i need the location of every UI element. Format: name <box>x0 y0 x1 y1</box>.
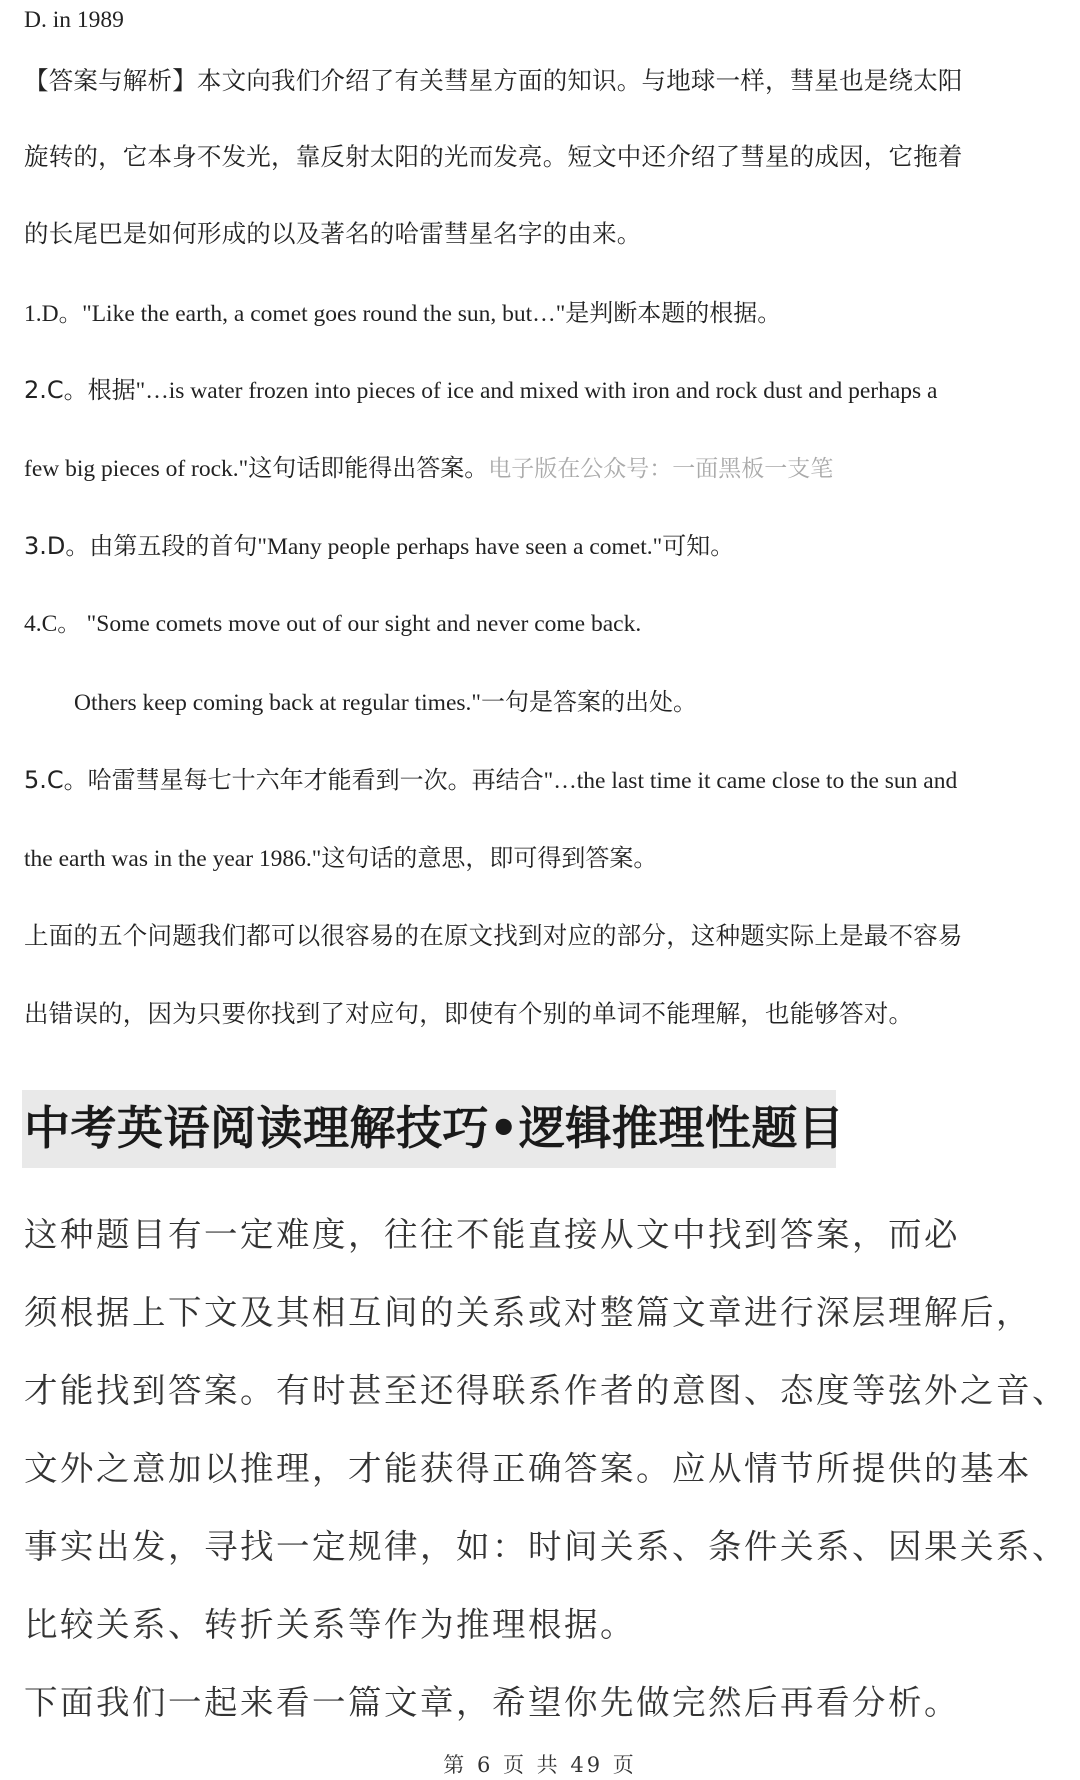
body-line-6: 比较关系、转折关系等作为推理根据。 <box>24 1605 636 1644</box>
answer-3-quote: "Many people perhaps have seen a comet." <box>257 534 663 560</box>
answer-2-note: 这句话即能得出答案。 <box>248 454 489 482</box>
body-line-2: 须根据上下文及其相互间的关系或对整篇文章进行深层理解后， <box>24 1293 1032 1332</box>
body-line-3: 才能找到答案。有时甚至还得联系作者的意图、态度等弦外之音、 <box>24 1371 1068 1410</box>
analysis-line-1: 【答案与解析】本文向我们介绍了有关彗星方面的知识。与地球一样，彗星也是绕太阳 <box>24 66 963 95</box>
answer-1-quote: 1.D。"Like the earth, a comet goes round the sun, but…" <box>24 301 566 327</box>
answer-4-continued <box>74 687 1060 718</box>
answer-3-note: 可知。 <box>662 532 735 560</box>
answer-5-continued <box>24 843 1060 874</box>
watermark-text: 电子版在公众号：一面黑板一支笔 <box>488 456 834 482</box>
answer-2-prefix: 2.C。根据 <box>24 376 136 404</box>
analysis-line-3: 的长尾巴是如何形成的以及著名的哈雷彗星名字的由来。 <box>24 219 642 248</box>
answer-2 <box>24 375 1060 406</box>
answer-2-quote-end: few big pieces of rock." <box>24 456 249 482</box>
answer-1-note: 是判断本题的根据。 <box>565 299 782 327</box>
answer-4-note: 一句是答案的出处。 <box>481 688 697 716</box>
answer-2-quote: "…is water frozen into pieces of ice and mixed with iron and rock dust and perhaps a <box>135 378 938 404</box>
answer-3-prefix: 3.D。由第五段的首句 <box>24 532 258 560</box>
answer-option-d: D. in 1989 <box>24 7 124 33</box>
summary-line-2: 出错误的，因为只要你找到了对应句，即使有个别的单词不能理解，也能够答对。 <box>24 999 914 1028</box>
answer-5-quote: "…the last time it came close to the sun and <box>543 768 958 794</box>
answer-1 <box>24 298 1060 329</box>
answer-4: 4.C。 "Some comets move out of our sight and never come back. <box>24 611 642 637</box>
body-line-5: 事实出发，寻找一定规律，如：时间关系、条件关系、因果关系、 <box>24 1527 1068 1566</box>
section-heading: 中考英语阅读理解技巧•逻辑推理性题目 <box>24 1101 845 1155</box>
body-line-7: 下面我们一起来看一篇文章，希望你先做完然后再看分析。 <box>24 1683 960 1722</box>
analysis-line-2: 旋转的，它本身不发光，靠反射太阳的光而发亮。短文中还介绍了彗星的成因，它拖着 <box>24 142 963 171</box>
answer-5 <box>24 765 1060 796</box>
answer-2-continued <box>24 453 1060 484</box>
body-line-1: 这种题目有一定难度，往往不能直接从文中找到答案，而必 <box>24 1215 960 1254</box>
page-number-footer: 第 6 页 共 49 页 <box>443 1753 637 1777</box>
answer-5-note: 这句话的意思，即可得到答案。 <box>321 844 658 872</box>
body-line-4: 文外之意加以推理，才能获得正确答案。应从情节所提供的基本 <box>24 1449 1032 1488</box>
answer-3 <box>24 531 1060 562</box>
answer-4-quote-end: Others keep coming back at regular times." <box>74 690 481 716</box>
summary-line-1: 上面的五个问题我们都可以很容易的在原文找到对应的部分，这种题实际上是最不容易 <box>24 921 963 950</box>
answer-5-quote-end: the earth was in the year 1986." <box>24 846 322 872</box>
answer-5-prefix: 5.C。哈雷彗星每七十六年才能看到一次。再结合 <box>24 766 544 794</box>
